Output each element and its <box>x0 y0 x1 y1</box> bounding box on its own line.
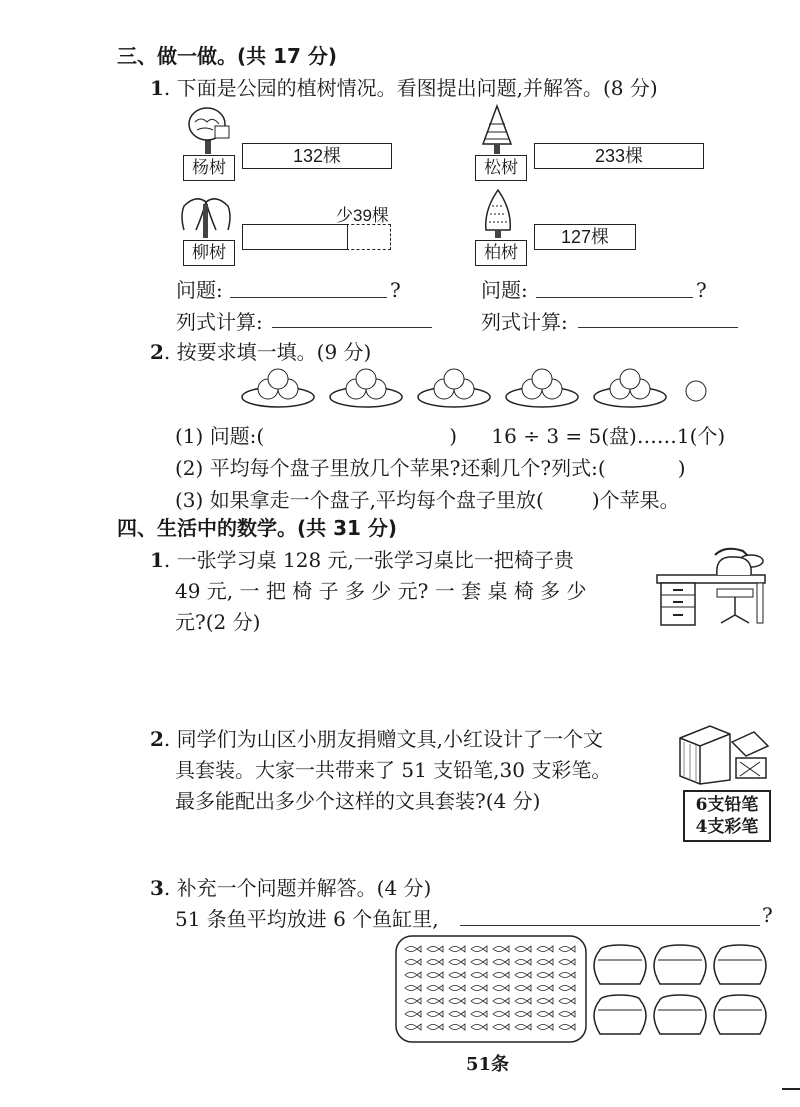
q4-1-line3: 元?(2 分) <box>175 610 261 634</box>
pencil-count: 6支铅笔 <box>695 795 759 815</box>
bar-poplar: 132棵 <box>242 143 392 169</box>
cypress-tree-icon <box>480 188 516 240</box>
q-number: 2 <box>150 340 164 364</box>
answer-blank-q4-3[interactable] <box>460 925 760 926</box>
answer-blank-right-question[interactable] <box>536 297 693 298</box>
q4-1-line2: 49 元, 一 把 椅 子 多 少 元? 一 套 桌 椅 多 少 <box>175 579 587 603</box>
apple-plates-illustration <box>240 365 710 413</box>
bar-willow <box>242 224 348 250</box>
q4-3-question-mark: ? <box>762 903 773 927</box>
q4-1-line1 <box>150 544 574 573</box>
plate-5 <box>594 369 666 407</box>
pine-tree-icon <box>477 104 517 156</box>
q-text: . 按要求填一填。(9 分) <box>163 340 372 364</box>
question-mark-right: ? <box>696 278 707 302</box>
poplar-tree-icon <box>185 104 233 156</box>
q4-2-line3: 最多能配出多少个这样的文具套装?(4 分) <box>175 789 541 813</box>
q-number: 2 <box>150 727 164 751</box>
tree-label-willow: 柳树 <box>183 240 235 266</box>
line2-text: (2) 平均每个盘子里放几个苹果?还剩几个?列式:( <box>175 456 606 480</box>
question-label-left: 问题: <box>176 278 223 302</box>
line1-prefix: (1) 问题:( <box>175 424 265 448</box>
q4-2-line2: 具套装。大家一共带来了 51 支铅笔,30 支彩笔。 <box>175 758 612 782</box>
q-text: . 补充一个问题并解答。(4 分) <box>163 876 432 900</box>
bar-cypress: 127棵 <box>534 224 636 250</box>
tree-label-poplar: 杨树 <box>183 155 235 181</box>
answer-blank-left-calc[interactable] <box>272 327 432 328</box>
plate-4 <box>506 369 578 407</box>
single-apple <box>686 381 706 401</box>
q3-2-line1 <box>175 420 725 449</box>
gift-box-icon <box>672 718 772 786</box>
willow-note: 少39棵 <box>336 206 389 225</box>
question-mark-left: ? <box>390 278 401 302</box>
line1-equation: 16 ÷ 3 = 5(盘)……1(个) <box>491 424 726 448</box>
calc-label-right: 列式计算: <box>481 310 568 334</box>
calc-label-left: 列式计算: <box>176 310 263 334</box>
q3-2-line3 <box>175 484 680 513</box>
line1-suffix: ) <box>449 424 458 448</box>
q4-3-line2: 51 条鱼平均放进 6 个鱼缸里, <box>175 907 439 931</box>
bar-willow-missing <box>346 224 391 250</box>
plate-2 <box>330 369 402 407</box>
question-label-right: 问题: <box>481 278 528 302</box>
q-text: . 下面是公园的植树情况。看图提出问题,并解答。(8 分) <box>163 76 658 100</box>
plate-3 <box>418 369 490 407</box>
tree-label-pine: 松树 <box>475 155 527 181</box>
q3-2-prompt <box>150 336 371 365</box>
line3-end: )个苹果。 <box>591 488 680 512</box>
page-edge-mark <box>782 1088 800 1090</box>
q4-2-line1 <box>150 723 603 752</box>
fish-bowls-icon <box>590 940 770 1040</box>
section-3-title: 三、做一做。(共 17 分) <box>117 44 338 68</box>
q-number: 3 <box>150 876 164 900</box>
q3-1-prompt <box>150 72 658 101</box>
q3-2-line2 <box>175 452 686 481</box>
fish-school-icon <box>395 935 587 1043</box>
fish-count-label: 51条 <box>466 1054 510 1075</box>
q-text: . 一张学习桌 128 元,一张学习桌比一把椅子贵 <box>163 548 574 572</box>
stationery-set-box <box>683 790 771 842</box>
line3-text: (3) 如果拿走一个盘子,平均每个盘子里放( <box>175 488 544 512</box>
line2-end: ) <box>677 456 686 480</box>
q4-3-line1 <box>150 872 431 901</box>
tree-label-cypress: 柏树 <box>475 240 527 266</box>
q-number: 1 <box>150 548 164 572</box>
bar-pine: 233棵 <box>534 143 704 169</box>
desk-chair-icon <box>655 545 770 630</box>
q-text: . 同学们为山区小朋友捐赠文具,小红设计了一个文 <box>163 727 603 751</box>
section-4-title: 四、生活中的数学。(共 31 分) <box>117 516 398 540</box>
marker-count: 4支彩笔 <box>695 817 759 837</box>
willow-tree-icon <box>175 192 237 240</box>
q-number: 1 <box>150 76 164 100</box>
fish-bowl <box>594 945 646 984</box>
plate-1 <box>242 369 314 407</box>
answer-blank-right-calc[interactable] <box>578 327 738 328</box>
answer-blank-left-question[interactable] <box>230 297 387 298</box>
